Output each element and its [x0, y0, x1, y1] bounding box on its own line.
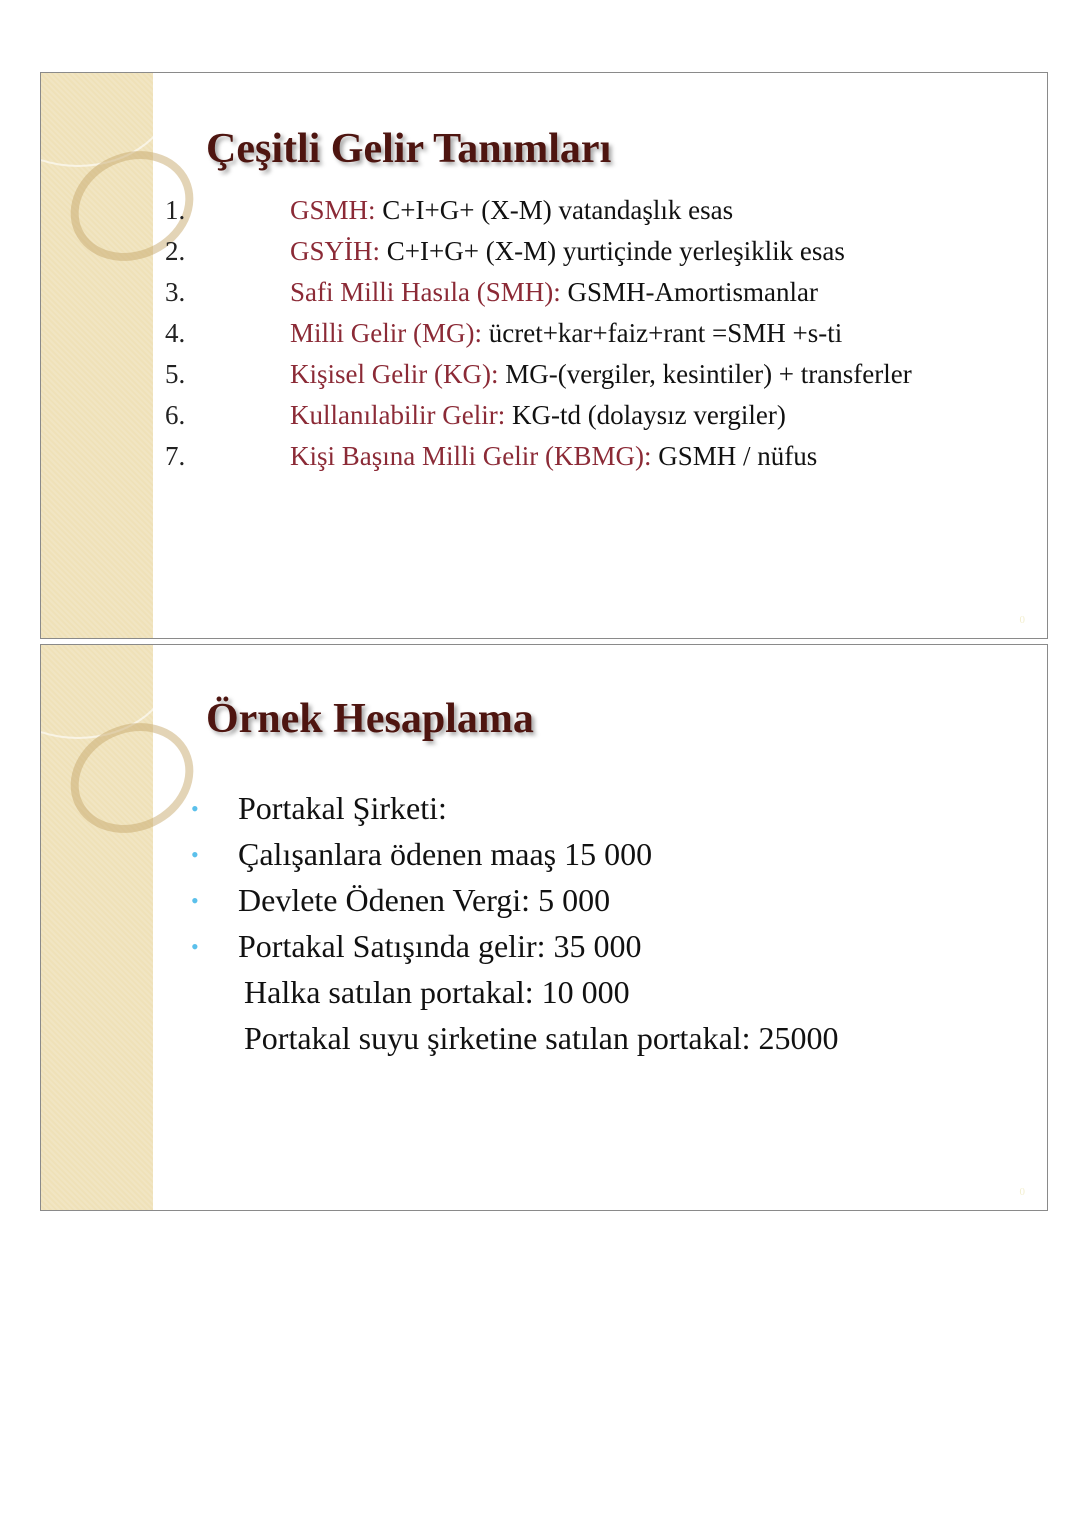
bullet-icon: • — [191, 934, 199, 959]
item-number: 7. — [165, 441, 186, 471]
bullet-text: Portakal Şirketi: — [238, 790, 447, 826]
term: GSMH: — [290, 195, 376, 225]
definition-item — [290, 400, 786, 431]
term: GSYİH: — [290, 236, 381, 266]
page-number: 0 — [1019, 1186, 1025, 1198]
definition-item — [290, 236, 845, 267]
item-number: 6. — [165, 400, 186, 430]
bullet-icon: • — [191, 796, 199, 821]
bullet-text: Portakal Satışında gelir: 35 000 — [238, 928, 642, 964]
sub-line: Portakal suyu şirketine satılan portakal: 25000 — [244, 1020, 839, 1056]
definition-item — [290, 195, 733, 226]
item-number: 5. — [165, 359, 186, 389]
slide-1 — [40, 72, 1048, 639]
definition-item — [290, 441, 817, 472]
definition: MG-(vergiler, kesintiler) + transferler — [505, 359, 912, 389]
slide-2 — [40, 644, 1048, 1211]
item-number: 1. — [165, 195, 186, 225]
term: Milli Gelir (MG): — [290, 318, 482, 348]
term: Kişisel Gelir (KG): — [290, 359, 499, 389]
definition: GSMH-Amortismanlar — [567, 277, 818, 307]
slide-title: Örnek Hesaplama — [206, 696, 534, 742]
bullet-icon: • — [191, 842, 199, 867]
definition-item — [290, 359, 912, 390]
definition-item — [290, 318, 842, 349]
definition-item — [290, 277, 818, 308]
item-number: 2. — [165, 236, 186, 266]
bullet-text: Çalışanlara ödenen maaş 15 000 — [238, 836, 653, 872]
definition: C+I+G+ (X-M) yurtiçinde yerleşiklik esas — [386, 236, 845, 266]
term: Kullanılabilir Gelir: — [290, 400, 506, 430]
item-number: 3. — [165, 277, 186, 307]
term: Safi Milli Hasıla (SMH): — [290, 277, 561, 307]
page-number: 0 — [1019, 614, 1025, 626]
bullet-text: Devlete Ödenen Vergi: 5 000 — [238, 882, 611, 918]
sub-line: Halka satılan portakal: 10 000 — [244, 974, 630, 1010]
definition: GSMH / nüfus — [658, 441, 818, 471]
definition: ücret+kar+faiz+rant =SMH +s-ti — [488, 318, 843, 348]
term: Kişi Başına Milli Gelir (KBMG): — [290, 441, 652, 471]
item-number: 4. — [165, 318, 186, 348]
definition: C+I+G+ (X-M) vatandaşlık esas — [382, 195, 734, 225]
definition: KG-td (dolaysız vergiler) — [511, 400, 786, 430]
bullet-icon: • — [191, 888, 199, 913]
slide-title: Çeşitli Gelir Tanımları — [206, 126, 612, 172]
